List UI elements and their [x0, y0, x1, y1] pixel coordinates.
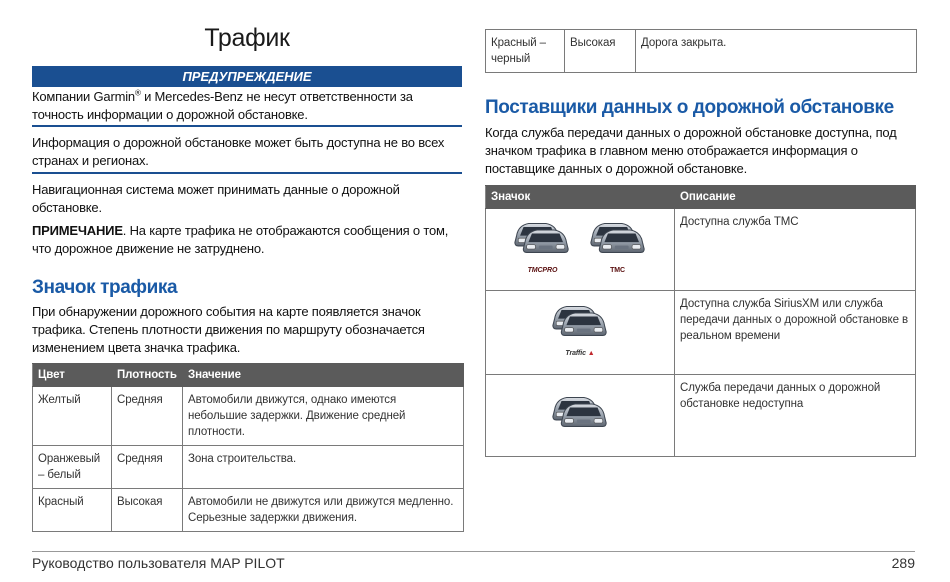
- cell-icon: [486, 209, 675, 291]
- siriusxm-traffic-car-icon: [550, 303, 610, 362]
- traffic-icon-heading: Значок трафика: [32, 277, 178, 298]
- cell-icon: [486, 291, 675, 375]
- col-color: Цвет: [33, 364, 112, 387]
- receive-text: Навигационная система может принимать данные о дорожной обстановке.: [32, 182, 400, 215]
- tmc-pro-car-icon: [512, 220, 572, 279]
- cell-description: Доступна служба TMC: [675, 209, 916, 291]
- page-title: Трафик: [204, 24, 290, 52]
- warning-text-post: и Mercedes-Benz не несут ответственности за точность информации о дорожной обстановке.: [32, 89, 413, 122]
- cell-color: Красный – черный: [486, 30, 565, 73]
- cell-meaning: Дорога закрыта.: [636, 30, 917, 73]
- red-triangle-icon: ▲: [587, 350, 595, 357]
- col-density: Плотность: [112, 364, 183, 387]
- cell-icon: [486, 375, 675, 457]
- footer-rule: [32, 551, 915, 552]
- footer-manual-title: Руководство пользователя MAP PILOT: [32, 555, 285, 571]
- providers-table: [485, 185, 916, 457]
- cell-meaning: Автомобили движутся, однако имеются небольшие задержки. Движение средней плотности.: [183, 387, 464, 446]
- cell-meaning: Зона строительства.: [183, 446, 464, 489]
- cell-description: Служба передачи данных о дорожной обстановке недоступна: [675, 375, 916, 457]
- traffic-icon-text: При обнаружении дорожного события на карте появляется значок трафика. Степень плотности движения по маршруту обозначается изменением цвета значка трафика.: [32, 304, 425, 355]
- table-row: [486, 209, 916, 291]
- page-number: 289: [891, 555, 915, 571]
- availability-text: Информация о дорожной обстановке может быть доступна не во всех странах и регионах.: [32, 135, 445, 168]
- table-header-row: [486, 186, 916, 209]
- table-row: [486, 375, 916, 457]
- registered-mark: ®: [134, 88, 141, 98]
- tmc-caption: TMC: [610, 267, 625, 274]
- note-label: ПРИМЕЧАНИЕ: [32, 223, 123, 238]
- cell-color: Оранжевый – белый: [33, 446, 112, 489]
- cell-meaning: Автомобили не движутся или движутся медленно. Серьезные задержки движения.: [183, 489, 464, 532]
- note-text: [32, 222, 462, 258]
- providers-text: Когда служба передачи данных о дорожной обстановке доступна, под значком трафика в главном меню отображается информация о поставщике данных о дорожной обстановке.: [485, 125, 897, 176]
- providers-heading: Поставщики данных о дорожной обстановке: [485, 97, 894, 118]
- warning-rule: [32, 125, 462, 127]
- col-description: Описание: [675, 186, 916, 209]
- cell-color: Красный: [33, 489, 112, 532]
- table-row: [33, 387, 464, 446]
- cell-density: Средняя: [112, 387, 183, 446]
- cell-density: Средняя: [112, 446, 183, 489]
- tmc-pro-caption: TMCPRO: [527, 267, 558, 274]
- col-icon: Значок: [486, 186, 675, 209]
- table-row: [486, 30, 917, 73]
- cell-density: Высокая: [112, 489, 183, 532]
- table-header-row: [33, 364, 464, 387]
- warning-text: [32, 88, 462, 124]
- siriusxm-caption: Traffic ▲: [565, 350, 595, 357]
- table-row: [33, 489, 464, 532]
- table-row: [33, 446, 464, 489]
- note-body: . На карте трафика не отображаются сообщения о том, что дорожное движение не затруднено.: [32, 223, 449, 256]
- cell-color: Желтый: [33, 387, 112, 446]
- warning-text-pre: Компании Garmin: [32, 89, 135, 104]
- no-traffic-service-car-icon: [550, 394, 610, 437]
- col-meaning: Значение: [183, 364, 464, 387]
- traffic-color-table-continued: [485, 29, 917, 73]
- cell-density: Высокая: [565, 30, 636, 73]
- traffic-color-table: [32, 363, 464, 532]
- availability-rule: [32, 172, 462, 174]
- table-row: [486, 291, 916, 375]
- warning-bar: ПРЕДУПРЕЖДЕНИЕ: [32, 66, 462, 87]
- cell-description: Доступна служба SiriusXM или служба передачи данных о дорожной обстановке в реальном времени: [675, 291, 916, 375]
- tmc-car-icon: [588, 220, 648, 279]
